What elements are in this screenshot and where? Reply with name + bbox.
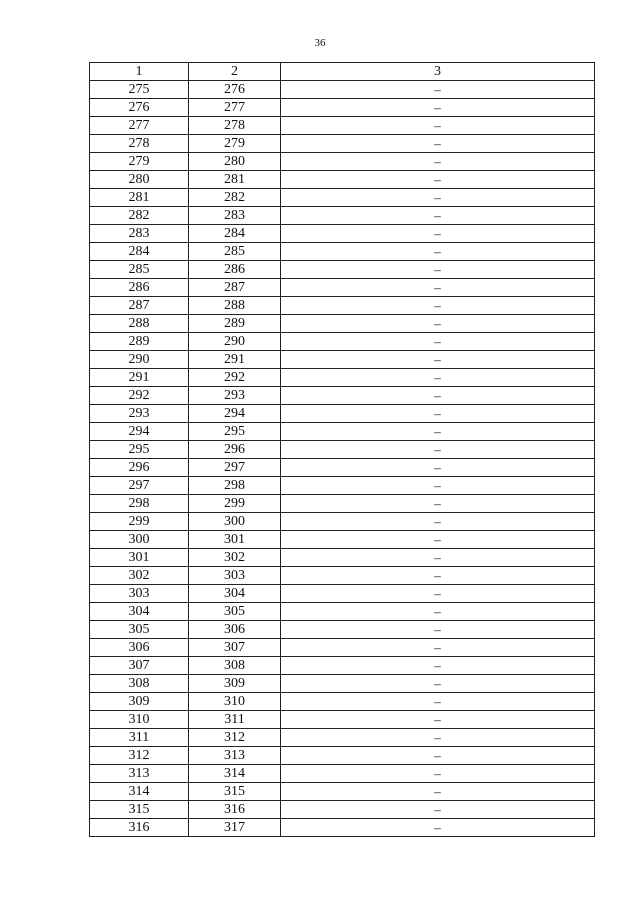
- table-cell-col-3: –: [281, 621, 595, 639]
- table-cell-col-3: –: [281, 351, 595, 369]
- table-cell-col-1: 301: [90, 549, 189, 567]
- table-row: [90, 819, 595, 837]
- table-cell-col-3: –: [281, 99, 595, 117]
- table-cell-col-1: 281: [90, 189, 189, 207]
- table-row: [90, 405, 595, 423]
- table-row: [90, 693, 595, 711]
- table-cell-col-3: –: [281, 639, 595, 657]
- table-cell-col-2: 288: [189, 297, 281, 315]
- table-cell-col-1: 303: [90, 585, 189, 603]
- table-cell-col-1: 299: [90, 513, 189, 531]
- table-row: [90, 117, 595, 135]
- table-cell-col-2: 292: [189, 369, 281, 387]
- table-cell-col-2: 281: [189, 171, 281, 189]
- table-cell-col-1: 305: [90, 621, 189, 639]
- table-cell-col-1: 309: [90, 693, 189, 711]
- table-cell-col-3: –: [281, 765, 595, 783]
- table-cell-col-2: 308: [189, 657, 281, 675]
- table-cell-col-3: –: [281, 567, 595, 585]
- table-cell-col-1: 308: [90, 675, 189, 693]
- table-cell-col-3: –: [281, 207, 595, 225]
- table-cell-col-1: 312: [90, 747, 189, 765]
- table-cell-col-2: 279: [189, 135, 281, 153]
- table-row: [90, 801, 595, 819]
- table-cell-col-3: –: [281, 135, 595, 153]
- table-cell-col-1: 277: [90, 117, 189, 135]
- table-cell-col-2: 287: [189, 279, 281, 297]
- table-row: [90, 567, 595, 585]
- table-cell-col-1: 311: [90, 729, 189, 747]
- table-row: [90, 423, 595, 441]
- table-cell-col-1: 280: [90, 171, 189, 189]
- table-cell-col-2: 299: [189, 495, 281, 513]
- table-cell-col-1: 315: [90, 801, 189, 819]
- table-cell-col-3: –: [281, 243, 595, 261]
- table-cell-col-1: 306: [90, 639, 189, 657]
- table-cell-col-2: 294: [189, 405, 281, 423]
- table-cell-col-3: –: [281, 675, 595, 693]
- table-row: [90, 243, 595, 261]
- table-cell-col-2: 278: [189, 117, 281, 135]
- table-row: [90, 387, 595, 405]
- table-cell-col-1: 293: [90, 405, 189, 423]
- table-row: [90, 513, 595, 531]
- table-row: [90, 99, 595, 117]
- table-cell-col-2: 302: [189, 549, 281, 567]
- table-row: [90, 351, 595, 369]
- table-row: [90, 747, 595, 765]
- page-number: 36: [314, 37, 326, 49]
- table-cell-col-1: 279: [90, 153, 189, 171]
- table-cell-col-3: –: [281, 531, 595, 549]
- table-cell-col-3: –: [281, 81, 595, 99]
- table-cell-col-3: –: [281, 423, 595, 441]
- table-row: [90, 495, 595, 513]
- table-cell-col-1: 289: [90, 333, 189, 351]
- table-cell-col-2: 311: [189, 711, 281, 729]
- table-cell-col-3: –: [281, 171, 595, 189]
- table-cell-col-3: –: [281, 297, 595, 315]
- table-cell-col-2: 300: [189, 513, 281, 531]
- table-cell-col-2: 276: [189, 81, 281, 99]
- table-row: [90, 315, 595, 333]
- table-cell-col-1: 297: [90, 477, 189, 495]
- table-cell-col-1: 290: [90, 351, 189, 369]
- table-cell-col-3: –: [281, 477, 595, 495]
- table-cell-col-3: –: [281, 153, 595, 171]
- table-cell-col-3: –: [281, 279, 595, 297]
- table-cell-col-2: 309: [189, 675, 281, 693]
- table-cell-col-1: 302: [90, 567, 189, 585]
- table-cell-col-2: 285: [189, 243, 281, 261]
- table-cell-col-2: 284: [189, 225, 281, 243]
- table-cell-col-2: 298: [189, 477, 281, 495]
- table-cell-col-1: 313: [90, 765, 189, 783]
- table-row: [90, 585, 595, 603]
- table-row: [90, 369, 595, 387]
- table-cell-col-1: 314: [90, 783, 189, 801]
- table-cell-col-2: 289: [189, 315, 281, 333]
- table-cell-col-1: 282: [90, 207, 189, 225]
- table-row: [90, 765, 595, 783]
- column-header-3: 3: [281, 63, 595, 81]
- table-cell-col-1: 278: [90, 135, 189, 153]
- table-cell-col-2: 316: [189, 801, 281, 819]
- table-row: [90, 333, 595, 351]
- table-cell-col-1: 292: [90, 387, 189, 405]
- table-cell-col-2: 277: [189, 99, 281, 117]
- table-row: [90, 261, 595, 279]
- table-cell-col-3: –: [281, 189, 595, 207]
- table-cell-col-1: 284: [90, 243, 189, 261]
- table-cell-col-3: –: [281, 747, 595, 765]
- table-cell-col-1: 287: [90, 297, 189, 315]
- table-row: [90, 207, 595, 225]
- table-cell-col-2: 290: [189, 333, 281, 351]
- table-cell-col-3: –: [281, 513, 595, 531]
- table-cell-col-3: –: [281, 819, 595, 837]
- table-cell-col-2: 310: [189, 693, 281, 711]
- table-cell-col-1: 307: [90, 657, 189, 675]
- data-table: [89, 62, 595, 837]
- table-cell-col-2: 303: [189, 567, 281, 585]
- table-cell-col-1: 285: [90, 261, 189, 279]
- table-cell-col-1: 283: [90, 225, 189, 243]
- table-cell-col-1: 310: [90, 711, 189, 729]
- table-cell-col-3: –: [281, 549, 595, 567]
- table-row: [90, 81, 595, 99]
- table-cell-col-1: 296: [90, 459, 189, 477]
- table-row: [90, 675, 595, 693]
- table-cell-col-3: –: [281, 711, 595, 729]
- table-cell-col-1: 276: [90, 99, 189, 117]
- table-cell-col-2: 314: [189, 765, 281, 783]
- table-cell-col-2: 301: [189, 531, 281, 549]
- table-row: [90, 639, 595, 657]
- header-row: [90, 63, 595, 81]
- table-cell-col-1: 291: [90, 369, 189, 387]
- table-cell-col-3: –: [281, 225, 595, 243]
- column-header-1: 1: [90, 63, 189, 81]
- table-body: [90, 81, 595, 837]
- table-row: [90, 225, 595, 243]
- table-cell-col-1: 288: [90, 315, 189, 333]
- table-row: [90, 711, 595, 729]
- table-cell-col-3: –: [281, 495, 595, 513]
- table-row: [90, 441, 595, 459]
- table-cell-col-2: 297: [189, 459, 281, 477]
- table-cell-col-2: 282: [189, 189, 281, 207]
- table-cell-col-1: 286: [90, 279, 189, 297]
- table-cell-col-2: 306: [189, 621, 281, 639]
- table-cell-col-2: 283: [189, 207, 281, 225]
- table-cell-col-3: –: [281, 315, 595, 333]
- table-cell-col-2: 307: [189, 639, 281, 657]
- table-row: [90, 603, 595, 621]
- table-row: [90, 621, 595, 639]
- table-cell-col-2: 312: [189, 729, 281, 747]
- table-cell-col-3: –: [281, 261, 595, 279]
- table-cell-col-3: –: [281, 657, 595, 675]
- table-cell-col-3: –: [281, 585, 595, 603]
- table-row: [90, 135, 595, 153]
- table-cell-col-1: 298: [90, 495, 189, 513]
- table-cell-col-3: –: [281, 333, 595, 351]
- table-cell-col-3: –: [281, 441, 595, 459]
- table-row: [90, 189, 595, 207]
- table-cell-col-2: 304: [189, 585, 281, 603]
- table-cell-col-1: 275: [90, 81, 189, 99]
- column-header-2: 2: [189, 63, 281, 81]
- table-cell-col-1: 295: [90, 441, 189, 459]
- table-cell-col-3: –: [281, 729, 595, 747]
- table-cell-col-2: 286: [189, 261, 281, 279]
- table-cell-col-3: –: [281, 693, 595, 711]
- table-cell-col-1: 300: [90, 531, 189, 549]
- table-row: [90, 297, 595, 315]
- table-cell-col-2: 296: [189, 441, 281, 459]
- table-cell-col-3: –: [281, 369, 595, 387]
- table-cell-col-3: –: [281, 603, 595, 621]
- table-row: [90, 477, 595, 495]
- table-cell-col-2: 291: [189, 351, 281, 369]
- table-row: [90, 279, 595, 297]
- table-cell-col-3: –: [281, 801, 595, 819]
- table-row: [90, 171, 595, 189]
- table-cell-col-2: 313: [189, 747, 281, 765]
- table-row: [90, 729, 595, 747]
- table-cell-col-1: 294: [90, 423, 189, 441]
- table-cell-col-3: –: [281, 783, 595, 801]
- table-row: [90, 657, 595, 675]
- table-cell-col-3: –: [281, 459, 595, 477]
- table-cell-col-2: 293: [189, 387, 281, 405]
- table-row: [90, 459, 595, 477]
- table-row: [90, 549, 595, 567]
- table-cell-col-1: 304: [90, 603, 189, 621]
- table-cell-col-2: 305: [189, 603, 281, 621]
- table-cell-col-2: 315: [189, 783, 281, 801]
- table-cell-col-1: 316: [90, 819, 189, 837]
- table-row: [90, 783, 595, 801]
- table-cell-col-2: 317: [189, 819, 281, 837]
- table-cell-col-3: –: [281, 405, 595, 423]
- table-cell-col-3: –: [281, 387, 595, 405]
- table-row: [90, 531, 595, 549]
- table-cell-col-2: 295: [189, 423, 281, 441]
- table-cell-col-3: –: [281, 117, 595, 135]
- table-header: [90, 63, 595, 81]
- table-row: [90, 153, 595, 171]
- table-cell-col-2: 280: [189, 153, 281, 171]
